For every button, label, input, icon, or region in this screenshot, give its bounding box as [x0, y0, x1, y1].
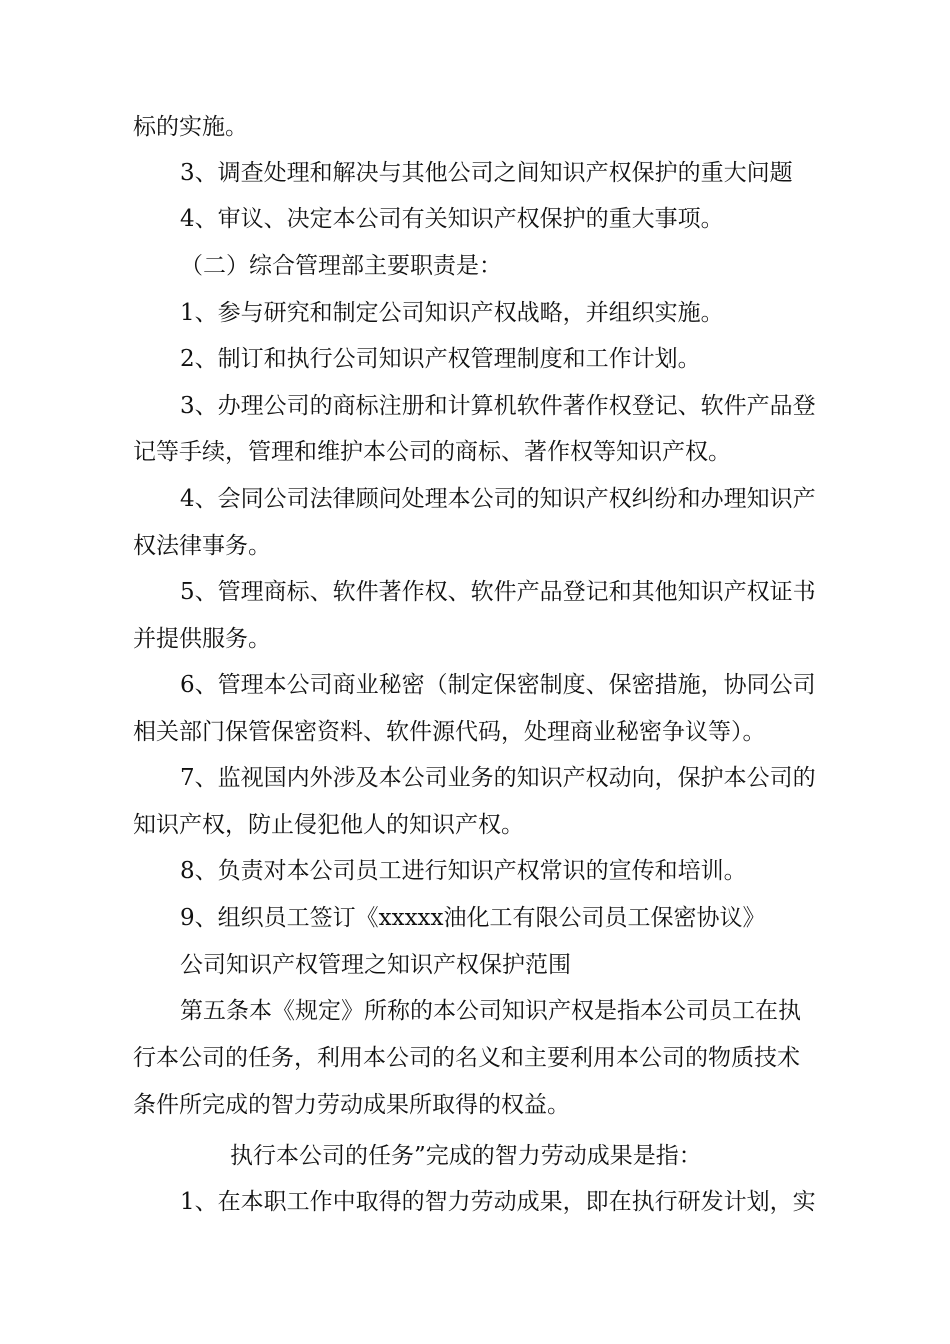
paragraph-line: 并提供服务。	[133, 626, 271, 652]
paragraph-line: 5、管理商标、软件著作权、软件产品登记和其他知识产权证书	[180, 579, 816, 605]
paragraph-line: 1、参与研究和制定公司知识产权战略，并组织实施。	[180, 300, 724, 326]
section-heading: 公司知识产权管理之知识产权保护范围	[180, 952, 571, 978]
paragraph-line: 权法律事务。	[133, 533, 271, 559]
paragraph-line: 4、审议、决定本公司有关知识产权保护的重大事项。	[180, 206, 724, 232]
paragraph-line: 9、组织员工签订《xxxxx油化工有限公司员工保密协议》	[180, 905, 766, 931]
paragraph-line: 4、会同公司法律顾问处理本公司的知识产权纠纷和办理知识产	[180, 486, 816, 512]
paragraph-line: 6、管理本公司商业秘密（制定保密制度、保密措施，协同公司	[180, 672, 816, 698]
paragraph-line: 标的实施。	[133, 114, 248, 140]
paragraph-line: 行本公司的任务，利用本公司的名义和主要利用本公司的物质技术	[133, 1045, 800, 1071]
paragraph-line: 知识产权，防止侵犯他人的知识产权。	[133, 812, 524, 838]
paragraph-line: 3、调查处理和解决与其他公司之间知识产权保护的重大问题	[180, 160, 793, 186]
paragraph-line: 执行本公司的任务”完成的智力劳动成果是指：	[230, 1143, 702, 1169]
paragraph-line: 1、在本职工作中取得的智力劳动成果，即在执行研发计划，实	[180, 1189, 816, 1215]
paragraph-line: 条件所完成的智力劳动成果所取得的权益。	[133, 1092, 570, 1118]
paragraph-line: 3、办理公司的商标注册和计算机软件著作权登记、软件产品登	[180, 393, 816, 419]
paragraph-line: 8、负责对本公司员工进行知识产权常识的宣传和培训。	[180, 858, 747, 884]
paragraph-line: 记等手续，管理和维护本公司的商标、著作权等知识产权。	[133, 439, 731, 465]
section-heading: （二）综合管理部主要职责是：	[180, 253, 502, 279]
paragraph-line: 相关部门保管保密资料、软件源代码，处理商业秘密争议等）。	[133, 719, 766, 745]
paragraph-line: 7、监视国内外涉及本公司业务的知识产权动向，保护本公司的	[180, 765, 816, 791]
paragraph-line: 第五条本《规定》所称的本公司知识产权是指本公司员工在执	[180, 998, 801, 1024]
paragraph-line: 2、制订和执行公司知识产权管理制度和工作计划。	[180, 346, 701, 372]
